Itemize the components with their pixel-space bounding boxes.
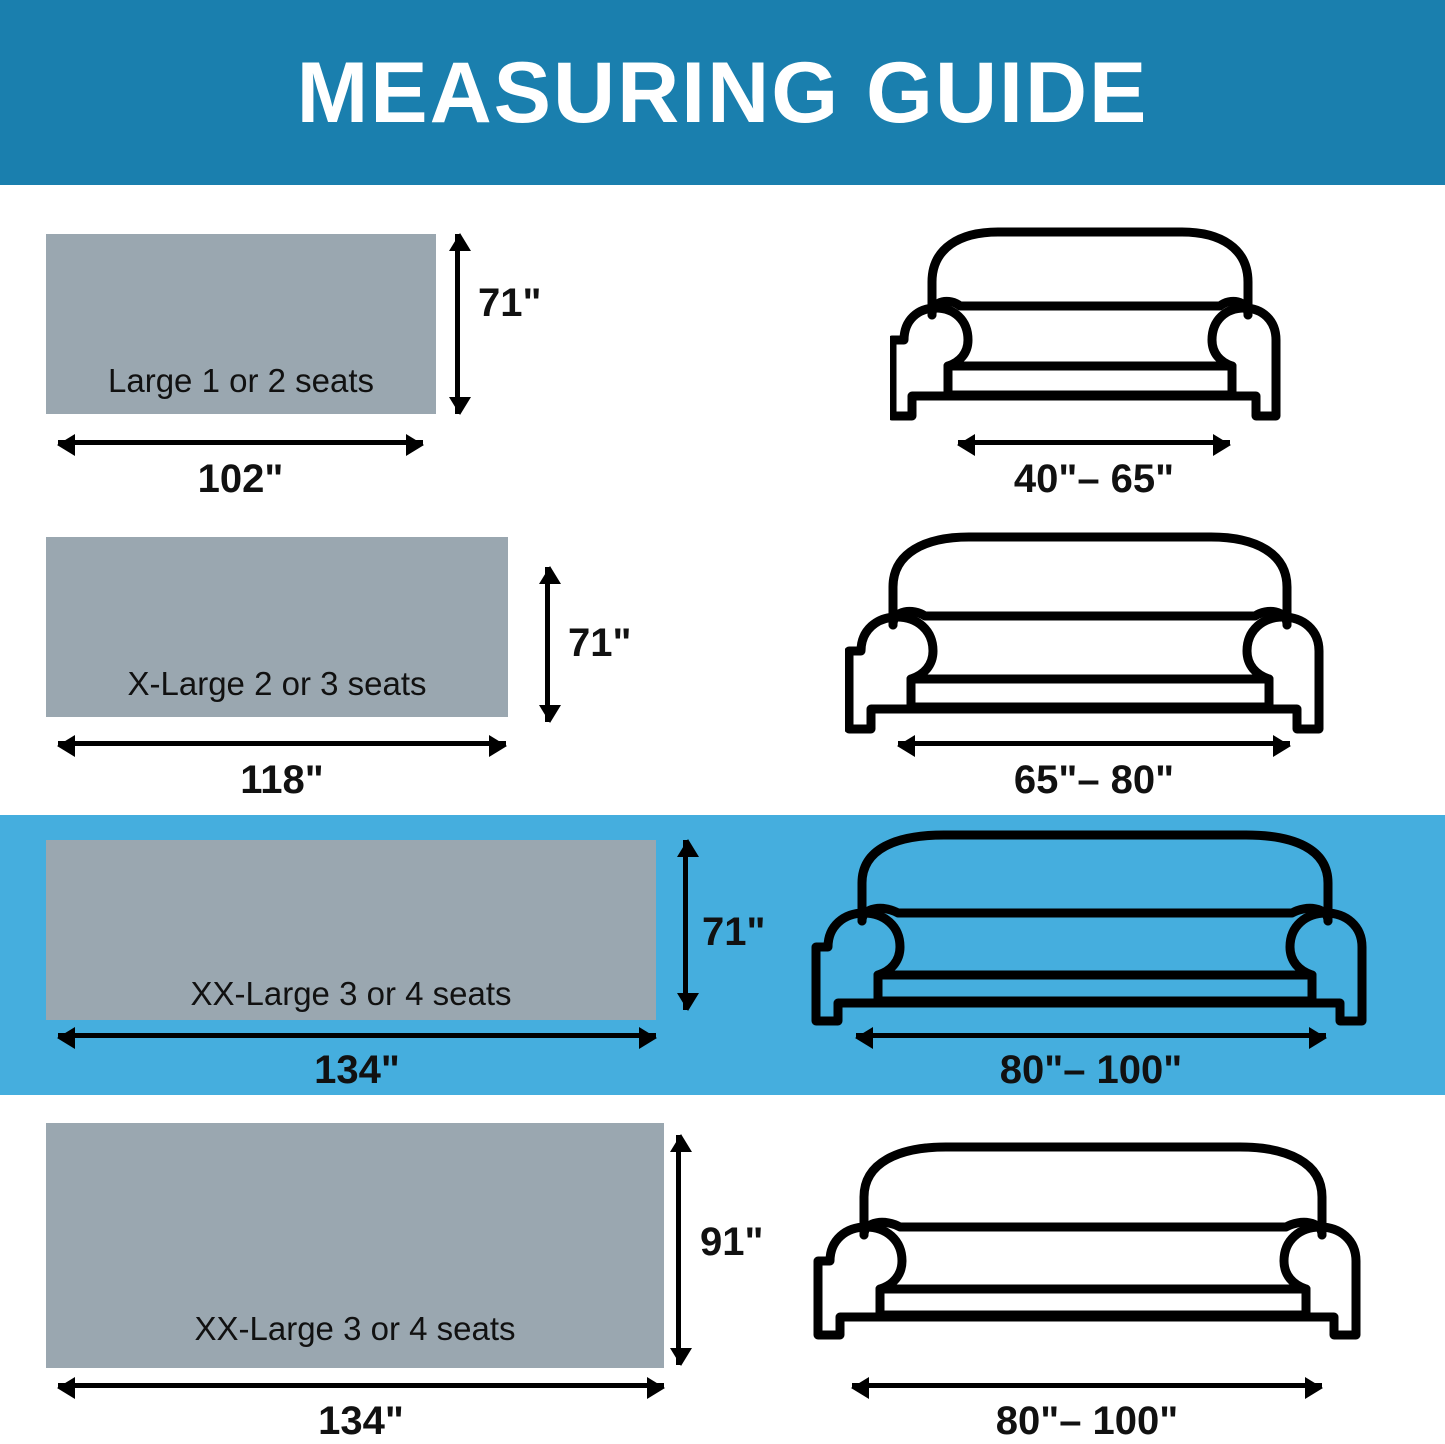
width-arrow-xx-large-91 [58,1383,664,1388]
width-arrow-large [58,440,423,445]
sofa-icon-xx-large-91 [812,1135,1372,1345]
sofa-width-value-large: 40"– 65" [1013,457,1175,501]
sofa-icon-xx-large-71 [810,823,1380,1028]
height-arrow-x-large [545,567,550,722]
height-value-large: 71" [478,281,542,325]
size-row-xx-large-91 [0,1095,1445,1443]
width-value-xx-large-91: 134" [318,1399,404,1443]
sofa-width-value-xx-large-71: 80"– 100" [999,1048,1183,1092]
width-arrow-xx-large-71 [58,1033,656,1038]
width-value-large: 102" [197,457,284,501]
sofa-width-arrow-x-large [898,741,1290,746]
sofa-width-value-x-large: 65"– 80" [1013,758,1175,802]
height-arrow-xx-large-91 [676,1135,681,1365]
sofa-width-value-xx-large-91: 80"– 100" [995,1399,1179,1443]
sofa-width-arrow-large [958,440,1230,445]
height-value-xx-large-71: 71" [702,910,766,954]
sofa-width-arrow-xx-large-91 [852,1383,1322,1388]
cover-label-large: Large 1 or 2 seats [108,362,374,399]
cover-label-xx-large-71: XX-Large 3 or 4 seats [190,975,512,1012]
width-value-xx-large-71: 134" [314,1048,400,1092]
height-arrow-large [455,234,460,414]
page-title: MEASURING GUIDE [296,44,1149,141]
size-row-x-large [0,525,1445,815]
sofa-width-arrow-xx-large-71 [856,1033,1326,1038]
sofa-icon-large [890,220,1290,425]
size-row-large [0,185,1445,525]
width-value-x-large: 118" [240,758,324,802]
size-row-xx-large-highlight [0,815,1445,1095]
sofa-icon-x-large [845,525,1335,737]
height-value-xx-large-91: 91" [700,1220,764,1264]
page-header [0,0,1445,185]
cover-label-x-large: X-Large 2 or 3 seats [127,665,427,702]
width-arrow-x-large [58,741,506,746]
height-value-x-large: 71" [568,621,632,665]
height-arrow-xx-large-71 [683,840,688,1010]
cover-label-xx-large-91: XX-Large 3 or 4 seats [194,1310,516,1347]
